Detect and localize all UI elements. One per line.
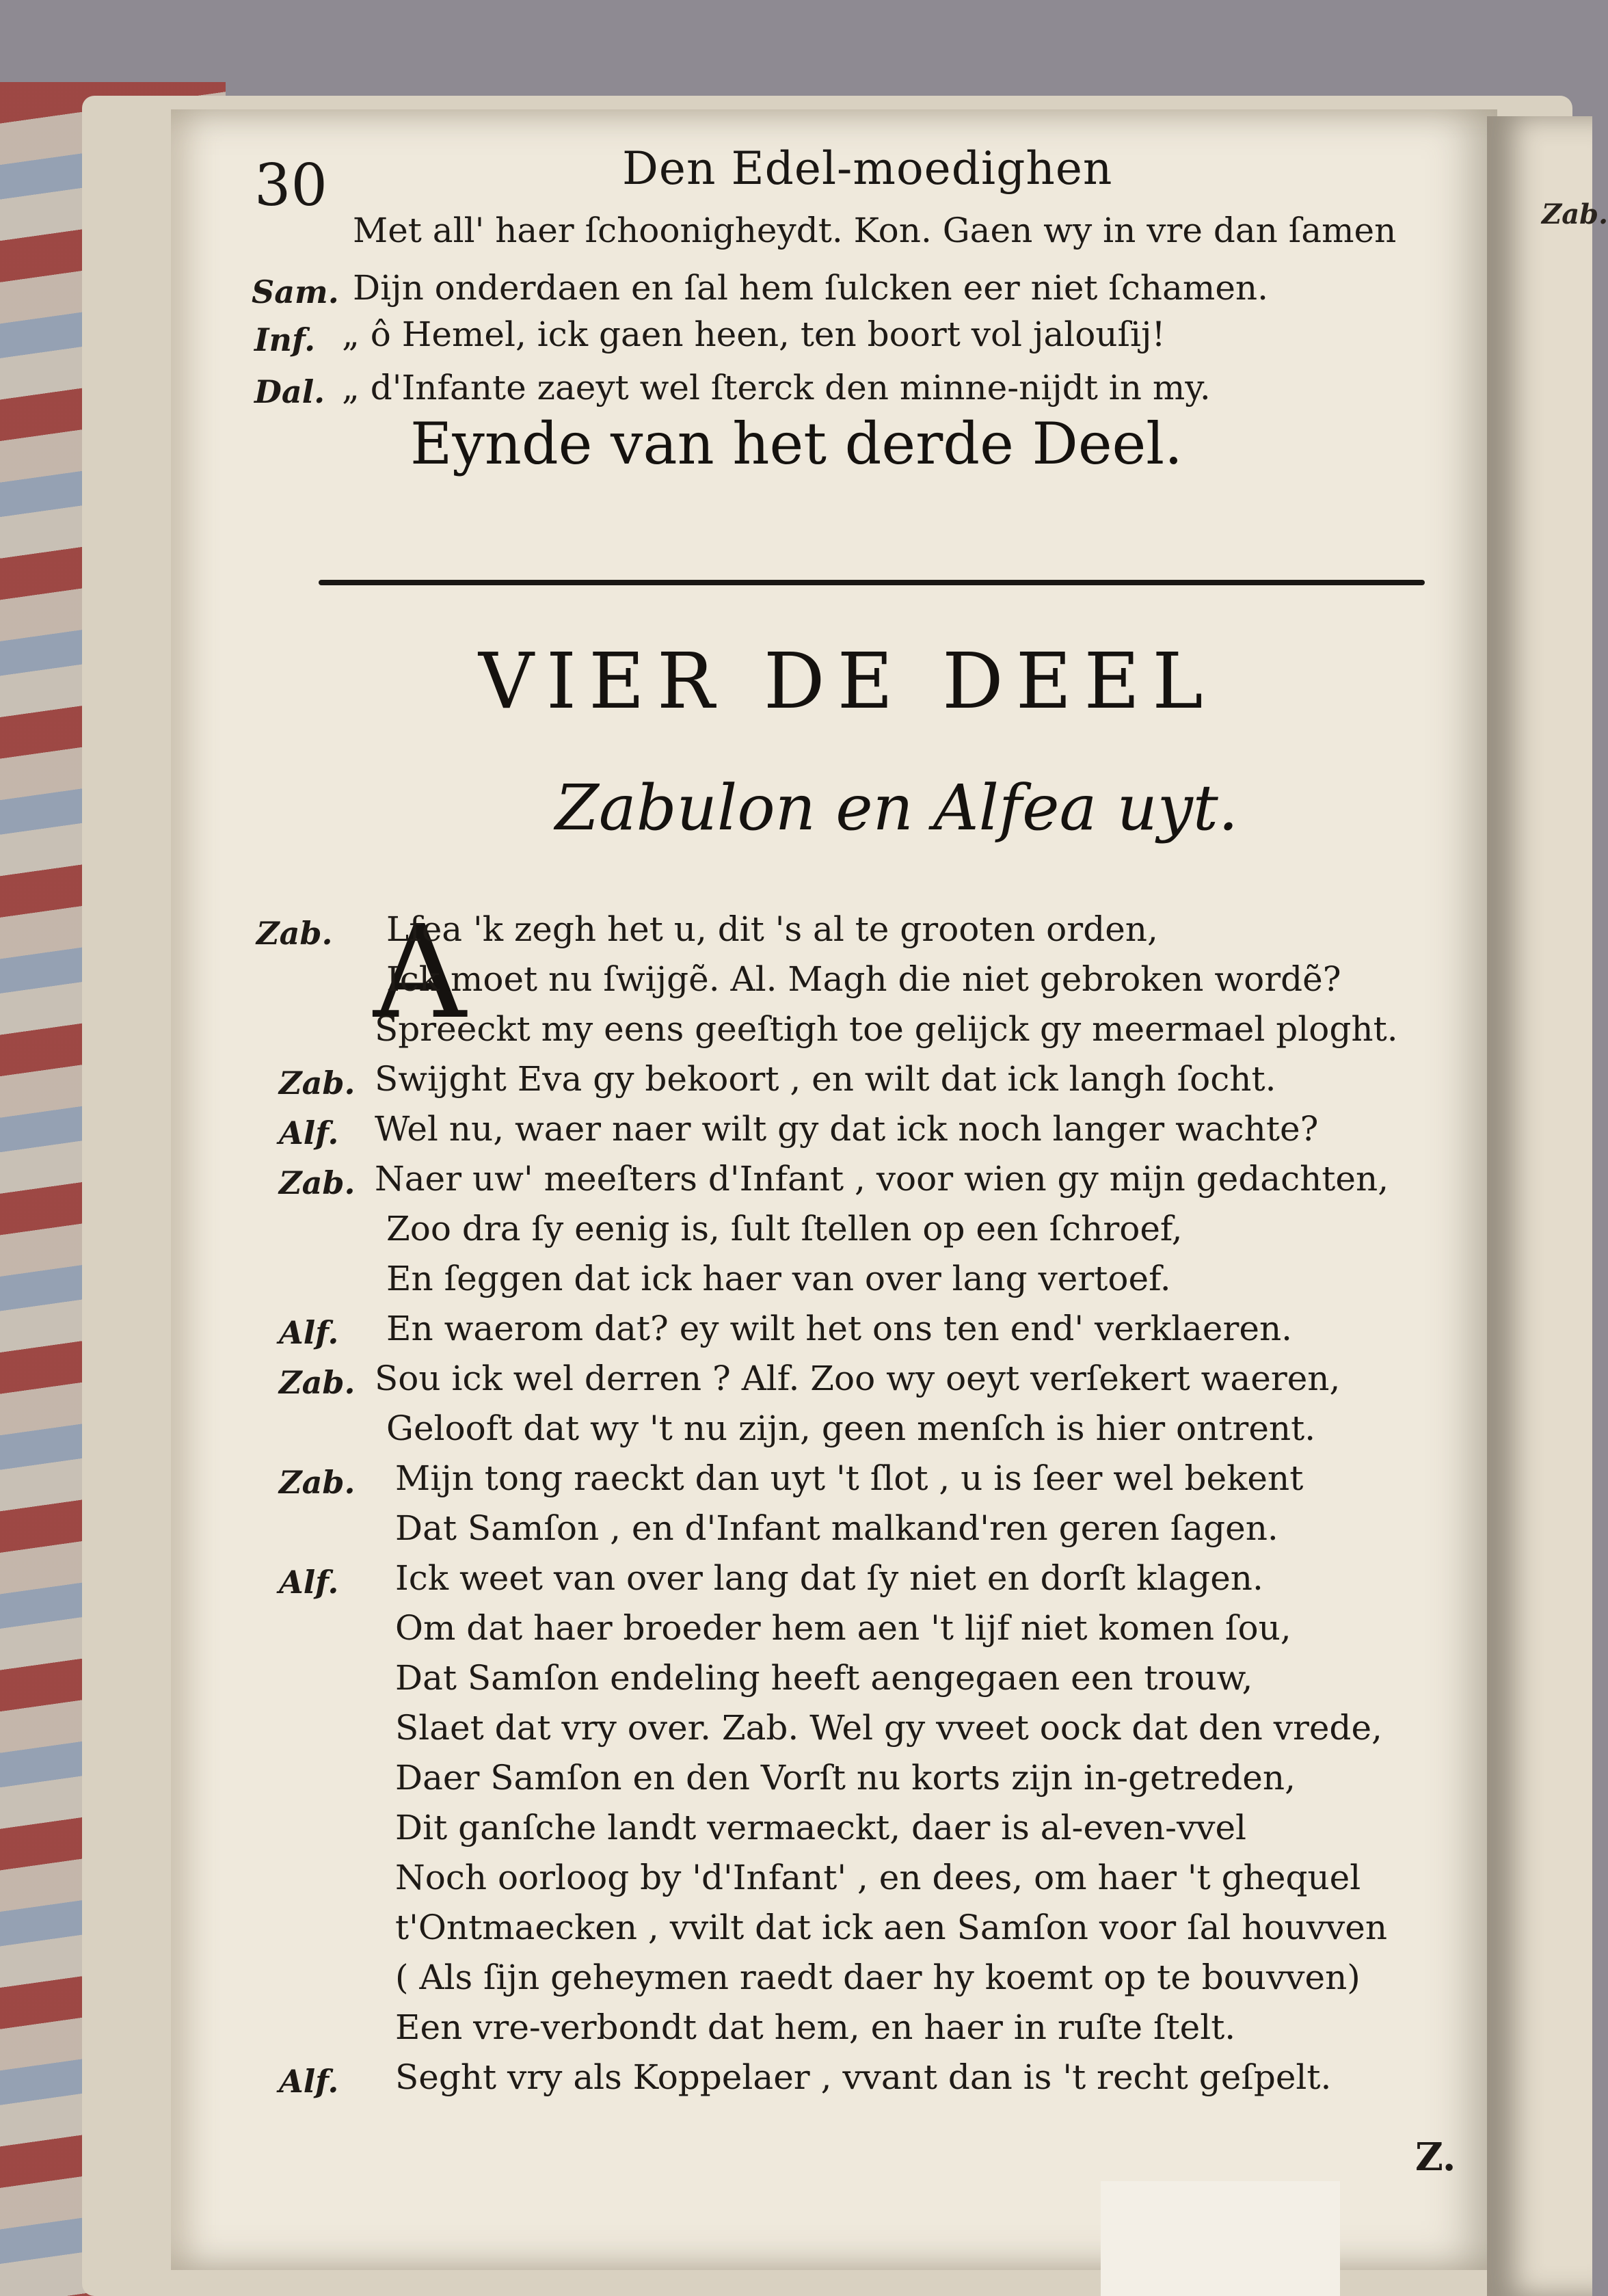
speaker-label: Inf.: [254, 321, 316, 358]
verse-line: Gelooft dat wy 't nu zijn, geen menſch is hier ontrent.: [386, 1409, 1316, 1448]
verse-line: Naer uw' meeſters d'Infant , voor wien gy mijn gedachten,: [375, 1159, 1389, 1199]
verse-line: Noch oorloog by 'd'Infant' , en dees, om haer 't ghequel: [395, 1858, 1361, 1897]
speaker-label: Dal.: [254, 373, 325, 410]
speaker-label: Alf.: [279, 1314, 339, 1351]
verse-line: En waerom dat? ey wilt het ons ten end' verklaeren.: [386, 1309, 1293, 1348]
verse-line: Swijght Eva gy bekoort , en wilt dat ick langh ſocht.: [375, 1059, 1276, 1099]
drop-cap: A: [373, 898, 466, 1047]
verse-line: Ick weet van over lang dat ſy niet en dorſt klagen.: [395, 1558, 1263, 1598]
speaker-label: Zab.: [279, 1464, 356, 1501]
running-head: Den Edel-moedighen: [622, 142, 1113, 195]
verse-line: Dit ganſche landt vermaeckt, daer is al-even-vvel: [395, 1808, 1247, 1847]
catchword: Z.: [1415, 2135, 1456, 2180]
facing-page-edge: [1487, 116, 1608, 2296]
speaker-label: Alf.: [279, 1564, 339, 1601]
verse-line: Dat Samſon endeling heeft aengegaen een trouw,: [395, 1658, 1253, 1698]
verse-line: Sou ick wel derren ? Alf. Zoo wy oeyt verſekert waeren,: [375, 1359, 1341, 1398]
verse-line: En ſeggen dat ick haer van over lang vertoef.: [386, 1259, 1171, 1298]
verse-line: Spreeckt my eens geeſtigh toe gelijck gy meermael ploght.: [375, 1009, 1398, 1049]
facing-page-speaker-mark: Zab.: [1542, 198, 1608, 230]
scene-heading: Zabulon en Alfea uyt.: [555, 771, 1239, 844]
verse-line: Met all' haer ſchoonigheydt. Kon. Gaen wy in vre dan ſamen: [353, 211, 1397, 250]
verse-line: Dijn onderdaen en ſal hem ſulcken eer niet ſchamen.: [353, 268, 1269, 308]
speaker-label: Sam.: [252, 273, 339, 310]
end-of-part-title: Eynde van het derde Deel.: [410, 410, 1183, 477]
speaker-label: Zab.: [256, 915, 333, 952]
verse-line: ( Als ſijn geheymen raedt daer hy koemt op te bouvven): [395, 1958, 1361, 1997]
section-rule: [319, 580, 1425, 585]
verse-line: Lfea 'k zegh het u, dit 's al te grooten orden,: [386, 909, 1158, 949]
verse-line: Zoo dra ſy eenig is, ſult ſtellen op een ſchroef,: [386, 1209, 1183, 1249]
speaker-label: Zab.: [279, 1164, 356, 1201]
verse-line: „ ô Hemel, ick gaen heen, ten boort vol jalouſij!: [342, 315, 1166, 354]
speaker-label: Zab.: [279, 1364, 356, 1401]
verse-line: Daer Samſon en den Vorſt nu korts zijn in-getreden,: [395, 1758, 1296, 1798]
speaker-label: Alf.: [279, 1114, 339, 1151]
verse-line: Een vre-verbondt dat hem, en haer in ruſte ſtelt.: [395, 2007, 1236, 2047]
verse-line: Dat Samſon , en d'Infant malkand'ren geren ſagen.: [395, 1508, 1278, 1548]
page-number: 30: [254, 152, 327, 219]
verse-line: Ick moet nu ſwijgẽ. Al. Magh die niet gebroken wordẽ?: [386, 959, 1341, 999]
speaker-label: Zab.: [279, 1065, 356, 1102]
verse-line: „ d'Infante zaeyt wel ſterck den minne-nijdt in my.: [342, 368, 1211, 408]
verse-line: Slaet dat vry over. Zab. Wel gy vveet oock dat den vrede,: [395, 1708, 1382, 1748]
part-heading: VIER DE DEEL: [479, 637, 1216, 726]
verse-line: Mijn tong raeckt dan uyt 't ſlot , u is ſeer wel bekent: [395, 1458, 1304, 1498]
speaker-label: Alf.: [279, 2063, 339, 2100]
verse-line: Wel nu, waer naer wilt gy dat ick noch langer wachte?: [375, 1109, 1319, 1149]
verse-line: Seght vry als Koppelaer , vvant dan is 't recht geſpelt.: [395, 2057, 1332, 2097]
verse-line: Om dat haer broeder hem aen 't lijf niet komen ſou,: [395, 1608, 1291, 1648]
verse-line: t'Ontmaecken , vvilt dat ick aen Samſon voor ſal houvven: [395, 1908, 1388, 1947]
cover-corner-patch: [1101, 2181, 1340, 2296]
